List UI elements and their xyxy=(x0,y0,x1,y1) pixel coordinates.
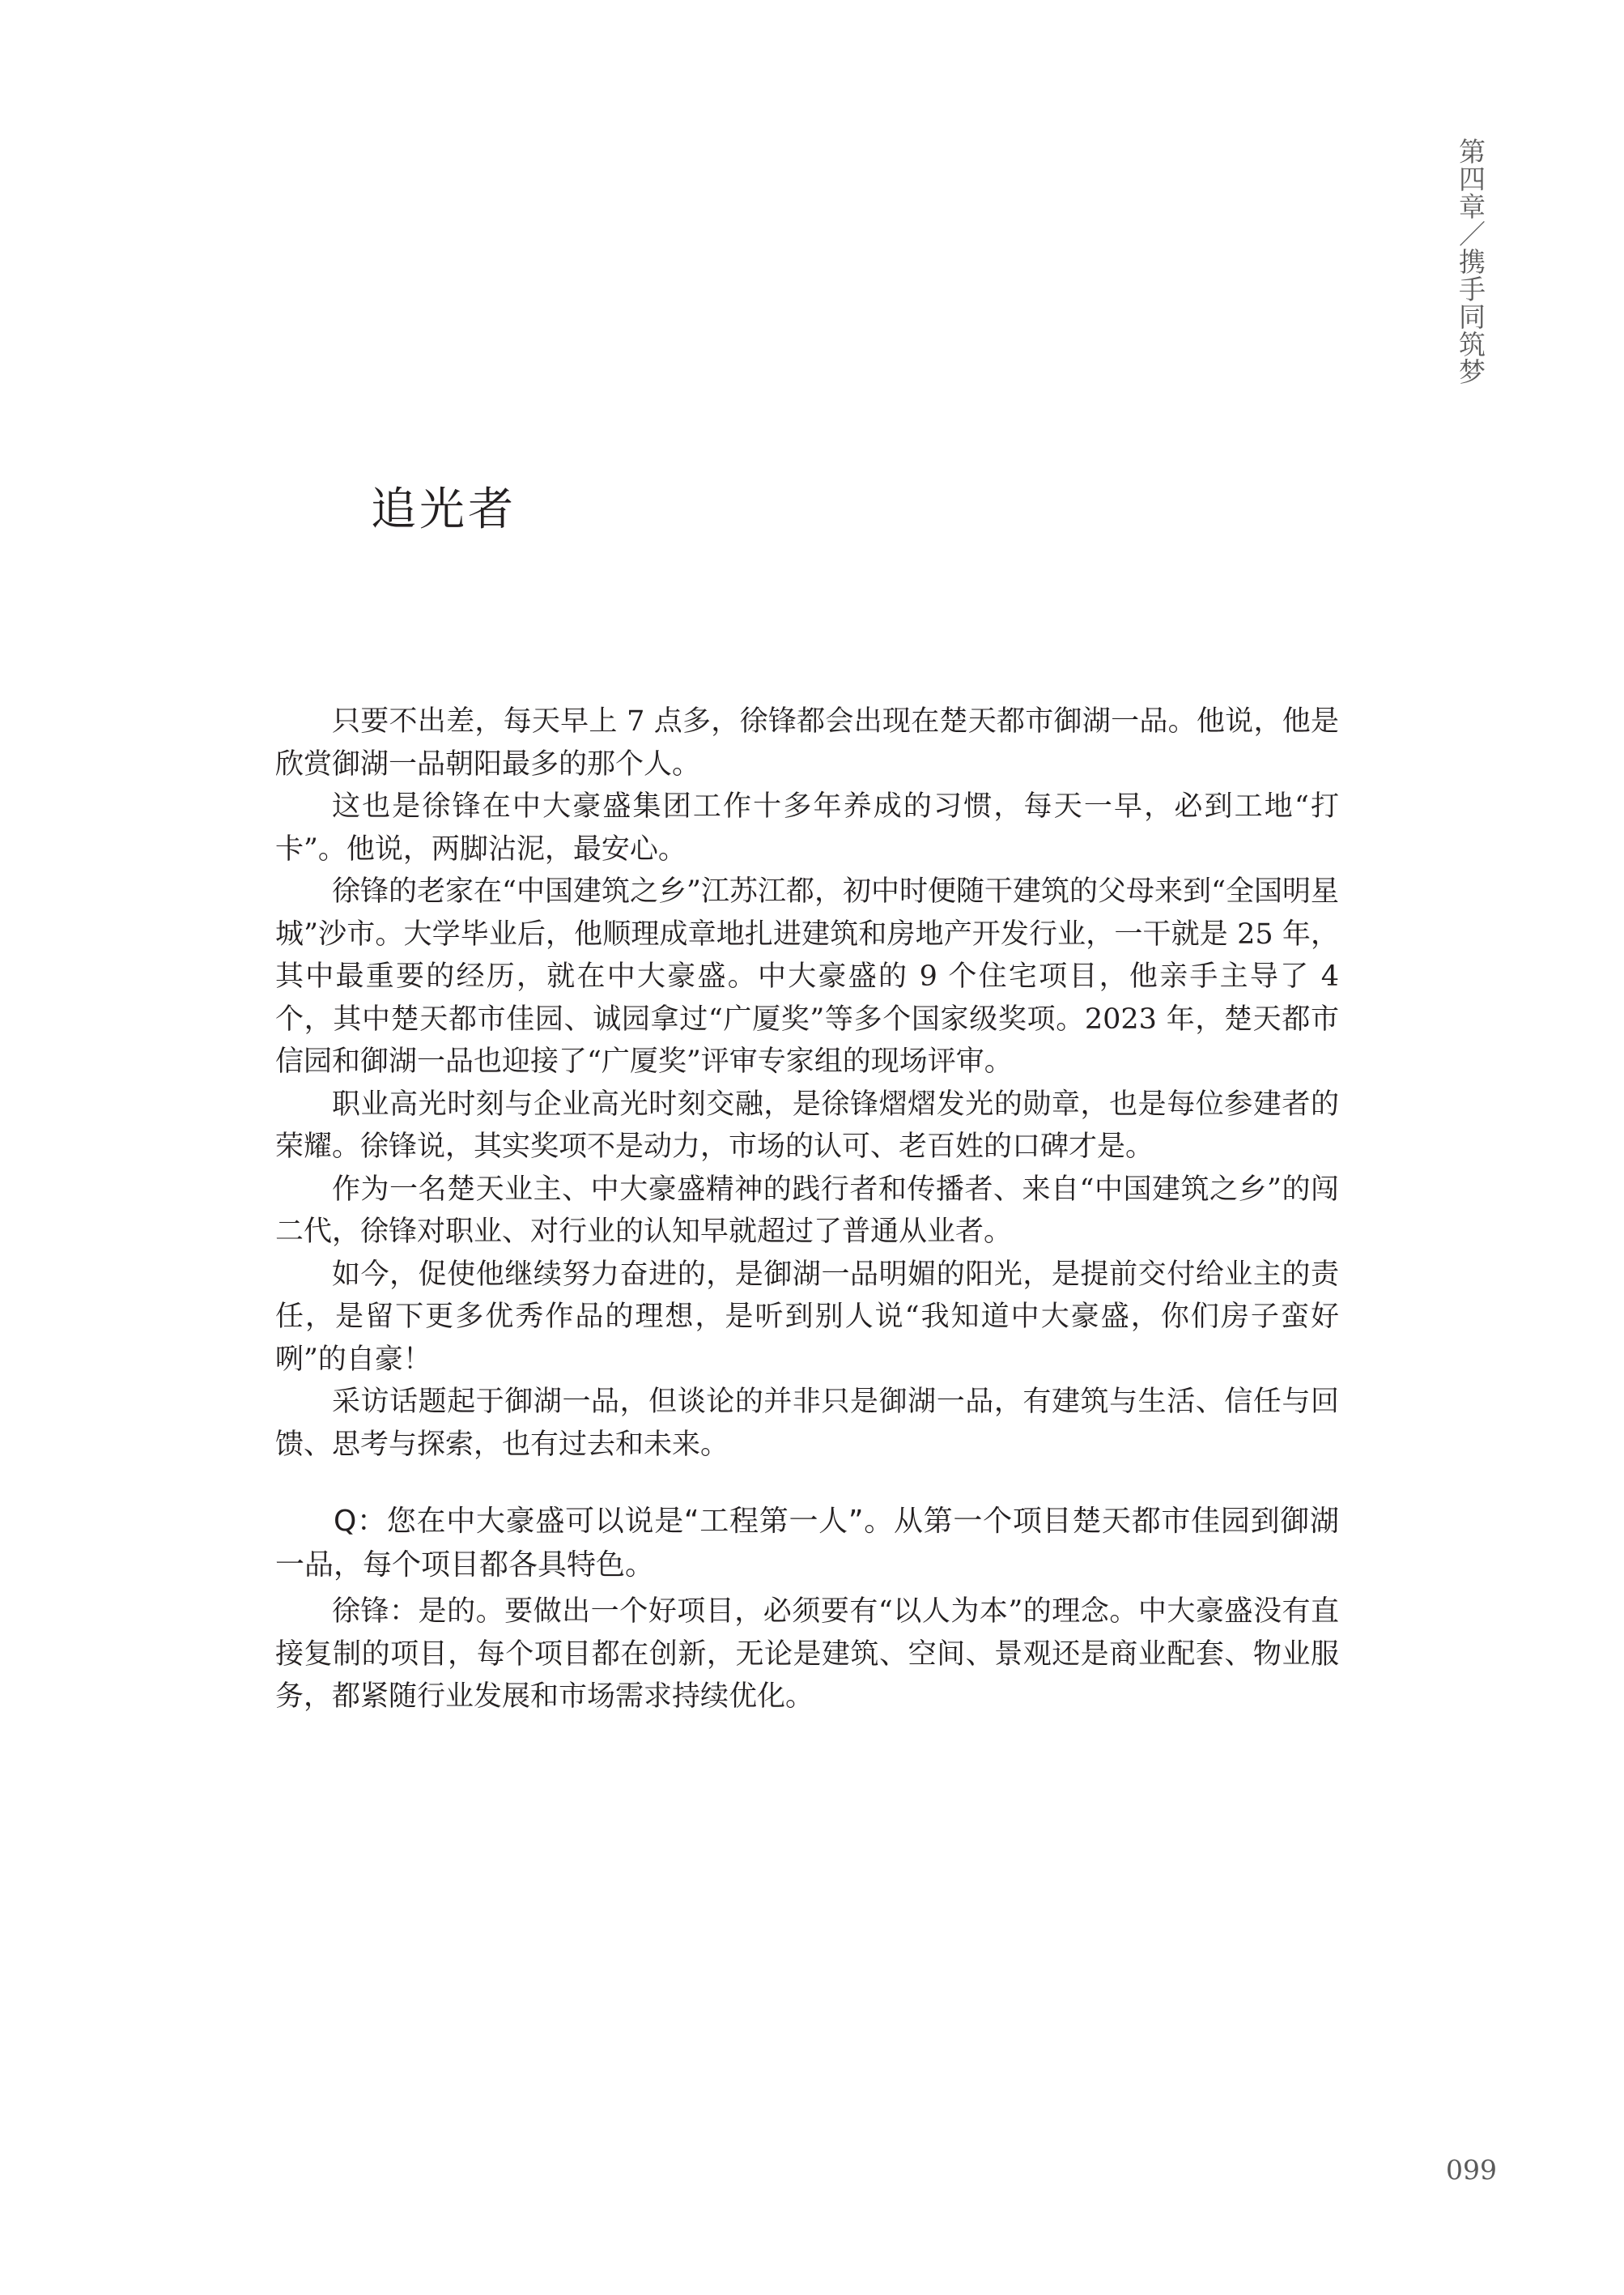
paragraph: 作为一名楚天业主、中大豪盛精神的践行者和传播者、来自“中国建筑之乡”的闯二代，徐锋对职业、对行业的认知早就超过了普通从业者。 xyxy=(275,1173,1339,1248)
paragraph: 这也是徐锋在中大豪盛集团工作十多年养成的习惯，每天一早，必到工地“打卡”。他说，两脚沾泥，最安心。 xyxy=(275,790,1339,866)
interview-question: Q：您在中大豪盛可以说是“工程第一人”。从第一个项目楚天都市佳园到御湖一品，每个项目都各具特色。 xyxy=(275,1505,1339,1582)
paragraph: 如今，促使他继续努力奋进的，是御湖一品明媚的阳光，是提前交付给业主的责任，是留下更多优秀作品的理想，是听到别人说“我知道中大豪盛，你们房子蛮好咧”的自豪！ xyxy=(275,1258,1339,1376)
running-header: 第四章／携手同筑梦 xyxy=(1455,138,1486,385)
article-body xyxy=(275,700,1339,1718)
page-number: 099 xyxy=(1446,2154,1497,2186)
interview-answer: 徐锋：是的。要做出一个好项目，必须要有“以人为本”的理念。中大豪盛没有直接复制的项目，每个项目都在创新，无论是建筑、空间、景观还是商业配套、物业服务，都紧随行业发展和市场需求持续优化。 xyxy=(275,1595,1339,1713)
paragraph: 徐锋的老家在“中国建筑之乡”江苏江都，初中时便随干建筑的父母来到“全国明星城”沙市。大学毕业后，他顺理成章地扎进建筑和房地产开发行业，一干就是 25 年，其中最重要的经历，就在中大豪盛。中大豪盛的 9 个住宅项目，他亲手主导了 4 个，其中楚天都市佳园、诚园拿过“广厦奖”等多个国家级奖项。2023 年，楚天都市信园和御湖一品也迎接了“广厦奖”评审专家组的现场评审。 xyxy=(275,875,1339,1078)
paragraph: 职业高光时刻与企业高光时刻交融，是徐锋熠熠发光的勋章，也是每位参建者的荣耀。徐锋说，其实奖项不是动力，市场的认可、老百姓的口碑才是。 xyxy=(275,1088,1339,1163)
page-title: 追光者 xyxy=(371,483,517,536)
paragraph: 只要不出差，每天早上 7 点多，徐锋都会出现在楚天都市御湖一品。他说，他是欣赏御湖一品朝阳最多的那个人。 xyxy=(275,705,1339,781)
paragraph: 采访话题起于御湖一品，但谈论的并非只是御湖一品，有建筑与生活、信任与回馈、思考与探索，也有过去和未来。 xyxy=(275,1386,1339,1461)
